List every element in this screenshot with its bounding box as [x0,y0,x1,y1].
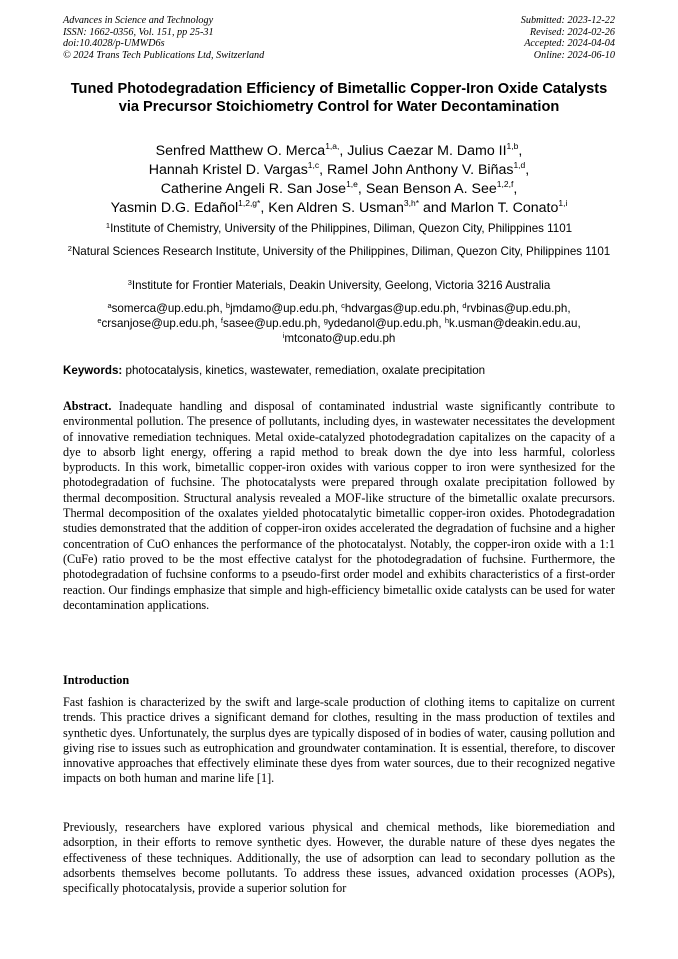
paragraph: Fast fashion is characterized by the swift and large-scale production of clothing items to capitalize on current trends. This practice drives a significant demand for clothes, resulting in the mass production of textiles and synthetic dyes. Unfortunately, the surplus dyes are typically disposed of in bodies of water, causing pollution and giving rise to issues such as eutrophication and groundwater contamination. It is essential, therefore, to discover innovative approaches that effectively eliminate these dyes from water sources, due to their recognized negative impacts on both human and marine life [1]. [63,695,615,786]
email[interactable]: $^b$jmdamo@up.edu.ph, [225,301,338,315]
keywords [63,364,615,378]
email[interactable]: $^d$rvbinas@up.edu.ph, [462,301,571,315]
doi[interactable]: doi:10.4028/p-UMWD6s [63,38,165,50]
abstract [63,399,615,613]
affiliation: $^3$Institute for Frontier Materials, Deakin University, Geelong, Victoria 3216 Australia [127,278,551,292]
email-list [63,301,615,346]
abstract-label: Abstract. [63,399,112,413]
publication-dates [521,15,615,61]
paragraph: Previously, researchers have explored various physical and chemical methods, like bioremediation and adsorption, in their efforts to remove synthetic dyes. However, the durable nature of these dyes negates the effectiveness of these techniques. Additionally, the use of adsorption can lead to secondary pollution as the adsorbents themselves become pollutants. To address these issues, advanced oxidation processes (AOPs), specifically photocatalysis, provide a superior solution for [63,820,615,896]
keywords-label: Keywords: [63,364,123,377]
accepted-date: Accepted: 2024-04-04 [524,38,615,50]
author: Ramel John Anthony V. Biñas$^{1,d}$, [327,160,530,178]
author: Hannah Kristel D. Vargas$^{1,c}$, [148,160,324,178]
email[interactable]: $^g$ydedanol@up.edu.ph, [323,316,442,330]
affiliation: $^1$Institute of Chemistry, University of the Philippines, Diliman, Quezon City, Philippines 1101 [105,221,573,235]
author: Catherine Angeli R. San Jose$^{1,e}$, [160,179,362,197]
revised-date: Revised: 2024-02-26 [529,26,615,38]
journal-issn: ISSN: 1662-0356, Vol. 151, pp 25-31 [63,26,214,38]
email[interactable]: $^c$hdvargas@up.edu.ph, [341,301,460,315]
email[interactable]: $^e$crsanjose@up.edu.ph, [97,316,218,330]
author: Marlon T. Conato$^{1,i}$ [450,198,568,216]
email[interactable]: $^h$k.usman@deakin.edu.au, [444,316,581,330]
author: Yasmin D.G. Edañol$^{1,2,g*}$, [110,198,265,216]
email[interactable]: $^a$somerca@up.edu.ph, [107,301,223,315]
author-list [63,142,615,218]
author: Ken Aldren S. Usman$^{3,h*}$ and [268,198,447,216]
section-heading-introduction: Introduction [63,673,130,687]
copyright: © 2024 Trans Tech Publications Ltd, Switzerland [63,49,265,61]
online-date: Online: 2024-06-10 [533,49,615,61]
email[interactable]: $^f$sasee@up.edu.ph, [220,316,321,330]
author: Senfred Matthew O. Merca$^{1,a,}$, [155,141,344,159]
journal-info [63,15,264,61]
author: Sean Benson A. See$^{1,2,f}$, [365,179,518,197]
keywords-text: photocatalysis, kinetics, wastewater, remediation, oxalate precipitation [125,364,486,377]
email[interactable]: $^i$mtconato@up.edu.ph [282,331,396,345]
affiliation: $^2$Natural Sciences Research Institute, University of the Philippines, Diliman, Quezon City, Philippines 1101 [67,244,611,258]
author: Julius Caezar M. Damo II$^{1,b}$, [347,141,523,159]
abstract-text: Inadequate handling and disposal of contaminated industrial waste significantly contribute to environmental pollution. The presence of pollutants, including dyes, in wastewater necessitates the development of innovative remediation techniques. Metal oxide-catalyzed photodegradation capitalizes on the capacity of a dye to absorb light energy, offering a rapid method to break down the dye into less harmful, colorless byproducts. In this work, bimetallic copper-iron oxides with various copper to iron were synthesized for the photodegradation of fuchsine. The photocatalysts were prepared through oxalate precipitation followed by thermal decomposition. Structural analysis revealed a MOF-like structure of the bimetallic oxalate precursors. Thermal decomposition of the oxalates yielded photocatalytic bimetallic copper-iron oxides. Photodegradation studies demonstrated that the addition of copper-iron oxides accelerated the degradation of fuchsine and a higher concentration of CuO enhances the performance of the photocatalyst. Notably, the copper-iron oxide with a 1:1 (CuFe) ratio proved to be the most effective catalyst for the photodegradation of fuchsine. Furthermore, the photodegradation of fuchsine conforms to a pseudo-first order model and exhibits characteristics of a first-order reaction. Our findings emphasize that simple and high-efficiency bimetallic oxide catalysts can be used for water decontamination applications. [63,399,616,612]
submitted-date: Submitted: 2023-12-22 [520,15,615,26]
journal-name: Advances in Science and Technology [63,15,214,26]
paper-title: Tuned Photodegradation Efficiency of Bimetallic Copper-Iron Oxide Catalysts via Precursor Stoichiometry Control for Water Decontamination [70,81,608,115]
